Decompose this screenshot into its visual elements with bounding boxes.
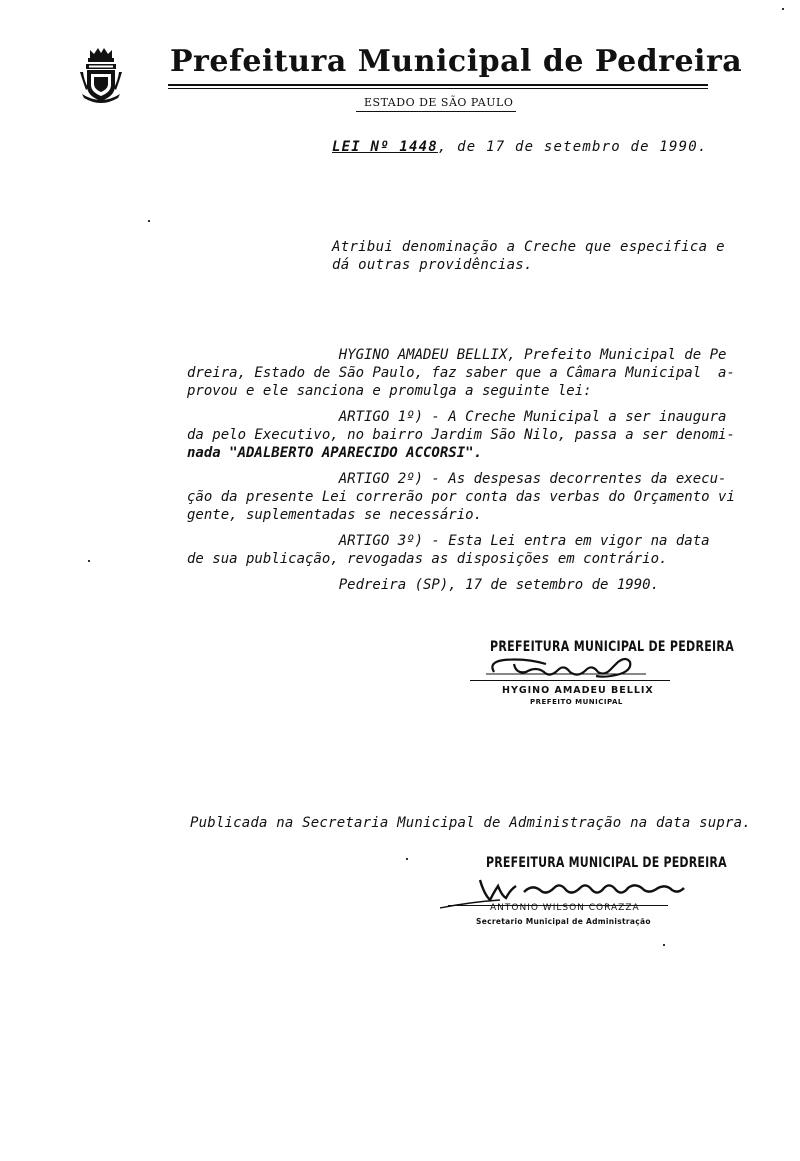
- letterhead-state: ESTADO DE SÃO PAULO: [364, 96, 514, 109]
- secretary-stamp-title: PREFEITURA MUNICIPAL DE PEDREIRA: [486, 854, 727, 871]
- article-2-line: ARTIGO 2º) - As despesas decorrentes da execu-: [187, 471, 727, 487]
- summary-line: dá outras providências.: [332, 257, 533, 273]
- header-rule: [168, 84, 708, 86]
- state-underline: [356, 111, 516, 112]
- scan-speck: [148, 220, 150, 222]
- article-2-line: ção da presente Lei correrão por conta das verbas do Orçamento vi: [187, 489, 735, 505]
- scan-speck: [663, 944, 665, 946]
- place-date: Pedreira (SP), 17 de setembro de 1990.: [187, 577, 660, 593]
- header-rule-thin: [168, 88, 708, 89]
- law-date: , de 17 de setembro de 1990.: [437, 139, 708, 155]
- mayor-name: HYGINO AMADEU BELLIX: [502, 685, 654, 696]
- article-3-line: ARTIGO 3º) - Esta Lei entra em vigor na data: [187, 533, 710, 549]
- article-3-line: de sua publicação, revogadas as disposições em contrário.: [187, 551, 668, 567]
- article-1-line: ARTIGO 1º) - A Creche Municipal a ser inaugura: [187, 409, 727, 425]
- summary-line: Atribui denominação a Creche que especifica e: [332, 239, 725, 255]
- law-heading: [332, 138, 708, 156]
- mayor-stamp-title: PREFEITURA MUNICIPAL DE PEDREIRA: [490, 638, 735, 655]
- article-1-line: nada "ADALBERTO APARECIDO ACCORSI".: [187, 445, 483, 461]
- letterhead-title: Prefeitura Municipal de Pedreira: [170, 44, 743, 79]
- article-2-line: gente, suplementadas se necessário.: [187, 507, 483, 523]
- municipal-coat-of-arms-icon: [78, 46, 124, 104]
- secretary-name: ANTONIO WILSON CORAZZA: [490, 903, 640, 913]
- scan-speck: [782, 8, 784, 10]
- scan-speck: [406, 858, 408, 860]
- mayor-role: PREFEITO MUNICIPAL: [530, 698, 623, 706]
- body-line: dreira, Estado de São Paulo, faz saber que a Câmara Municipal a-: [187, 365, 735, 381]
- body-line: HYGINO AMADEU BELLIX, Prefeito Municipal de Pe: [187, 347, 727, 363]
- law-summary: [332, 238, 725, 274]
- publication-note: Publicada na Secretaria Municipal de Administração na data supra.: [190, 815, 751, 831]
- article-1-line: da pelo Executivo, no bairro Jardim São Nilo, passa a ser denomi-: [187, 427, 735, 443]
- body-line: provou e ele sanciona e promulga a seguinte lei:: [187, 383, 592, 399]
- mayor-signature-icon: [486, 652, 656, 689]
- secretary-role: Secretario Municipal de Administração: [476, 917, 651, 926]
- law-number: LEI Nº 1448: [332, 139, 438, 155]
- mayor-signature-line: [470, 680, 670, 681]
- scan-speck: [88, 560, 90, 562]
